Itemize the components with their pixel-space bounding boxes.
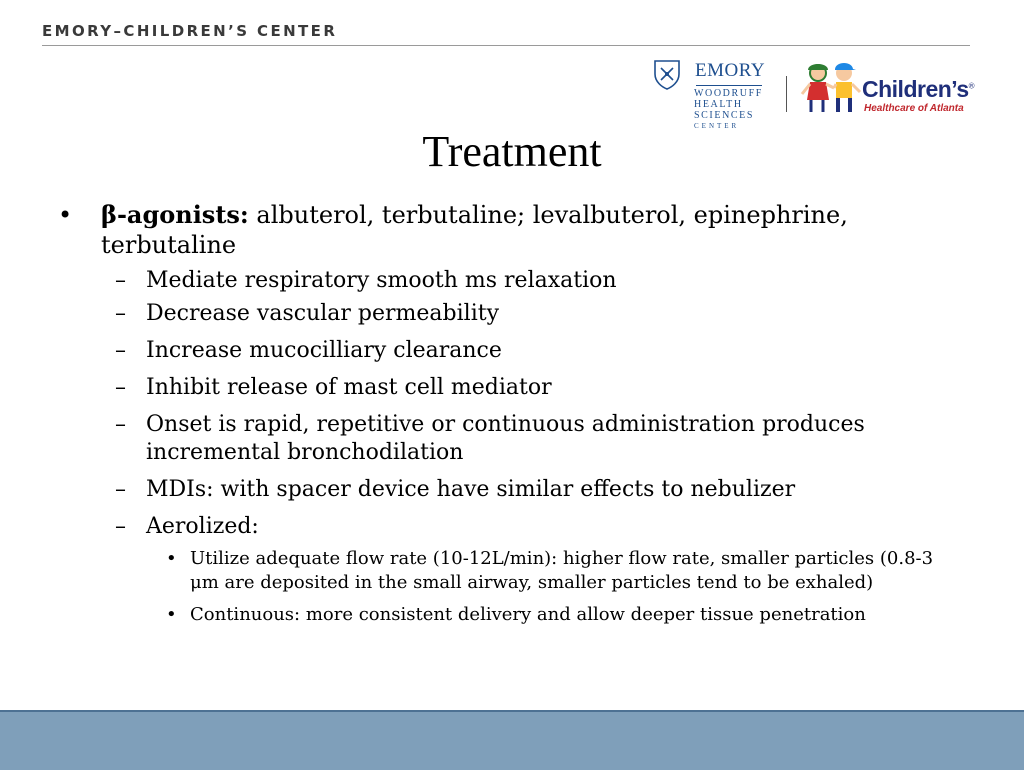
slide-title: Treatment bbox=[422, 127, 602, 176]
emory-logo bbox=[654, 60, 768, 132]
childrens-subtitle: Healthcare of Atlanta bbox=[864, 103, 964, 114]
emory-rule bbox=[696, 85, 762, 86]
sub-sub-bullet-text: Continuous: more consistent delivery and allow deeper tissue penetration bbox=[190, 604, 866, 625]
sub-bullet-text: Increase mucocilliary clearance bbox=[146, 338, 502, 363]
bullet-label: β-agonists: bbox=[101, 200, 249, 229]
sub-sub-bullet-item bbox=[58, 603, 958, 627]
emory-wordmark: EMORY bbox=[695, 60, 766, 81]
registered-mark: ® bbox=[968, 81, 975, 91]
sub-bullet-item bbox=[58, 513, 958, 541]
dash-marker: – bbox=[115, 301, 126, 326]
sub-bullet-text: Onset is rapid, repetitive or continuous administration produces incremental bronchodilation bbox=[146, 412, 865, 465]
sub-bullet-text: Mediate respiratory smooth ms relaxation bbox=[146, 268, 617, 293]
sub-bullet-item bbox=[58, 267, 958, 295]
childrens-name: Children’s bbox=[862, 76, 969, 102]
emory-sub-line: CENTER bbox=[694, 122, 740, 130]
emory-shield-icon bbox=[654, 60, 680, 90]
dash-marker: – bbox=[115, 412, 126, 437]
sub-bullet-item bbox=[58, 374, 958, 402]
sub-bullet-item bbox=[58, 476, 958, 504]
sub-sub-bullet-text: Utilize adequate flow rate (10-12L/min): higher flow rate, smaller particles (0.8-3 μm are deposited in the small airway, smaller particles tend to be exhaled) bbox=[190, 548, 934, 593]
footer-band bbox=[0, 710, 1024, 770]
header-label: EMORY–CHILDREN’S CENTER bbox=[42, 22, 338, 40]
childrens-logo bbox=[800, 60, 975, 120]
dash-marker: – bbox=[115, 514, 126, 539]
header-rule bbox=[42, 45, 970, 46]
sub-bullet-text: Aerolized: bbox=[146, 514, 259, 539]
dash-marker: – bbox=[115, 338, 126, 363]
dash-marker: – bbox=[115, 375, 126, 400]
sub-bullet-text: MDIs: with spacer device have similar effects to nebulizer bbox=[146, 477, 796, 502]
bullet-text bbox=[101, 200, 958, 260]
sub-bullet-item bbox=[58, 300, 958, 328]
emory-sub-line: WOODRUFF bbox=[694, 88, 763, 99]
sub-bullet-text: Decrease vascular permeability bbox=[146, 301, 499, 326]
bullet-marker: • bbox=[166, 548, 177, 569]
bullet-marker: • bbox=[166, 604, 177, 625]
bullet-marker: • bbox=[58, 201, 73, 229]
slide-content bbox=[58, 200, 958, 635]
childrens-wordmark bbox=[862, 76, 974, 103]
dash-marker: – bbox=[115, 477, 126, 502]
sub-bullet-item bbox=[58, 411, 958, 467]
sub-bullet-text: Inhibit release of mast cell mediator bbox=[146, 375, 552, 400]
emory-sub-line: SCIENCES bbox=[694, 110, 755, 121]
sub-sub-bullet-item bbox=[58, 547, 958, 595]
bullet-item bbox=[58, 200, 958, 260]
dash-marker: – bbox=[115, 268, 126, 293]
logo-divider bbox=[786, 76, 787, 112]
children-figures-icon bbox=[800, 60, 862, 116]
emory-sub-line: HEALTH bbox=[694, 99, 743, 110]
sub-bullet-item bbox=[58, 337, 958, 365]
bullet-body: albuterol, terbutaline; levalbuterol, epinephrine, terbutaline bbox=[101, 201, 848, 259]
